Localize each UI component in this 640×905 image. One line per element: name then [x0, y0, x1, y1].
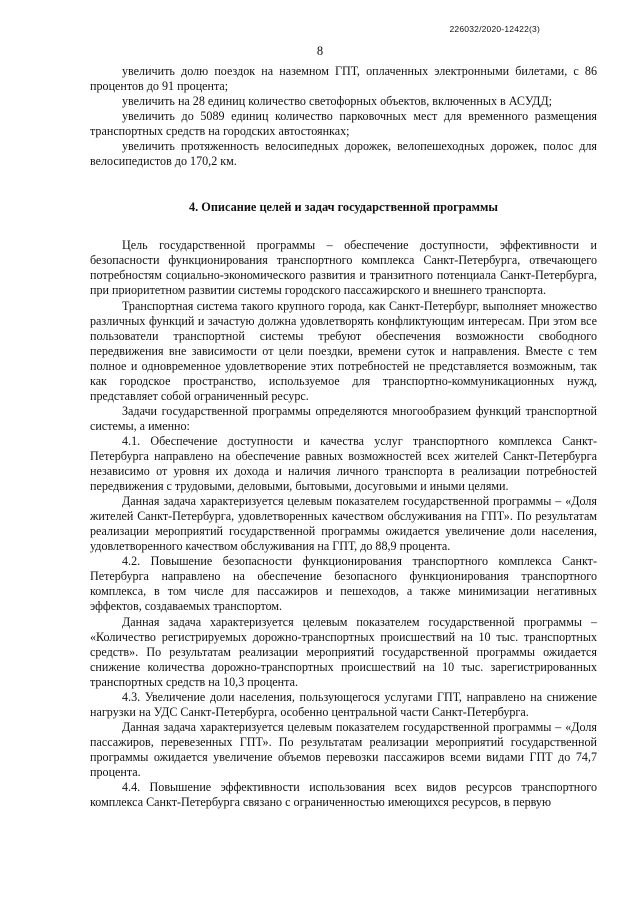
section-paragraph: 4.3. Увеличение доли населения, пользующегося услугами ГПТ, направлено на снижение нагрузки на УДС Санкт-Петербурга, особенно центральной части Санкт-Петербурга.: [90, 689, 597, 719]
section-paragraph: Данная задача характеризуется целевым показателем государственной программы – «Количество регистрируемых дорожно-транспортных происшествий на 10 тыс. транспортных средств». По результатам реализации мероприятий государственной программы ожидается снижение количества дорожно-транспортных происшествий на 10 тыс. зарегистрированных транспортных средств на 10,3 процента.: [90, 614, 597, 689]
document-body: [90, 64, 597, 810]
page-number: 8: [316, 44, 324, 58]
intro-paragraph: увеличить на 28 единиц количество светофорных объектов, включенных в АСУДД;: [122, 94, 553, 109]
section-paragraph: 4.1. Обеспечение доступности и качества услуг транспортного комплекса Санкт-Петербурга направлено на обеспечение равных возможностей всех жителей Санкт-Петербурга независимо от уровня их дохода и наличия личного транспорта в реализации потребностей передвижения с трудовыми, деловыми, бытовыми, досуговыми и иными целями.: [90, 433, 597, 494]
section-paragraph: 4.2. Повышение безопасности функционирования транспортного комплекса Санкт-Петербурга направлено на обеспечение безопасного функционирования транспортного комплекса, в том числе для пассажиров и пешеходов, а также минимизации негативных эффектов, создаваемых транспортом.: [90, 554, 597, 614]
intro-paragraph: увеличить протяженность велосипедных дорожек, велопешеходных дорожек, полос для велосипедистов до 170,2 км.: [90, 139, 597, 169]
section-paragraph: Транспортная система такого крупного города, как Санкт-Петербург, выполняет множество различных функций и зачастую должна удовлетворять конфликтующим интересам. При этом все пользователи транспортной системы требуют обеспечения возможности свободного передвижения вне зависимости от цели поездки, времени суток и направления. Вместе с тем полное и одновременное удовлетворение этих потребностей не представляется возможным, так как городское пространство, используемое для транспортно-коммуникационных нужд, представляет собой ограниченный ресурс.: [90, 298, 597, 403]
intro-paragraph: увеличить долю поездок на наземном ГПТ, оплаченных электронными билетами, с 86 процентов до 91 процента;: [90, 64, 597, 94]
section-paragraph: Данная задача характеризуется целевым показателем государственной программы – «Доля пассажиров, перевезенных ГПТ». По результатам реализации мероприятий государственной программы ожидается увеличение объемов перевозки пассажиров всеми видами ГПТ до 74,7 процента.: [90, 719, 597, 779]
section-paragraph: Цель государственной программы – обеспечение доступности, эффективности и безопасности функционирования транспортного комплекса Санкт-Петербурга, отвечающего потребностям социально-экономического развития и транзитного потенциала Санкт-Петербурга, при приоритетном развитии системы городского пассажирского и внешнего транспорта.: [90, 238, 597, 298]
document-id: 226032/2020-12422(3): [449, 24, 540, 34]
section-paragraph: Задачи государственной программы определяются многообразием функций транспортной системы, а именно:: [90, 403, 597, 433]
section-title: 4. Описание целей и задач государственной программы: [188, 200, 499, 215]
section-paragraph: Данная задача характеризуется целевым показателем государственной программы – «Доля жителей Санкт-Петербурга, удовлетворенных качеством обслуживания на ГПТ». По результатам реализации мероприятий государственной программы ожидается увеличение доли населения, удовлетворенного качеством обслуживания на ГПТ, до 88,9 процента.: [90, 494, 597, 554]
intro-paragraph: увеличить до 5089 единиц количество парковочных мест для временного размещения транспортных средств на городских автостоянках;: [90, 109, 597, 139]
section-paragraph: 4.4. Повышение эффективности использования всех видов ресурсов транспортного комплекса Санкт-Петербурга связано с ограниченностью имеющихся ресурсов, в первую: [90, 780, 597, 810]
